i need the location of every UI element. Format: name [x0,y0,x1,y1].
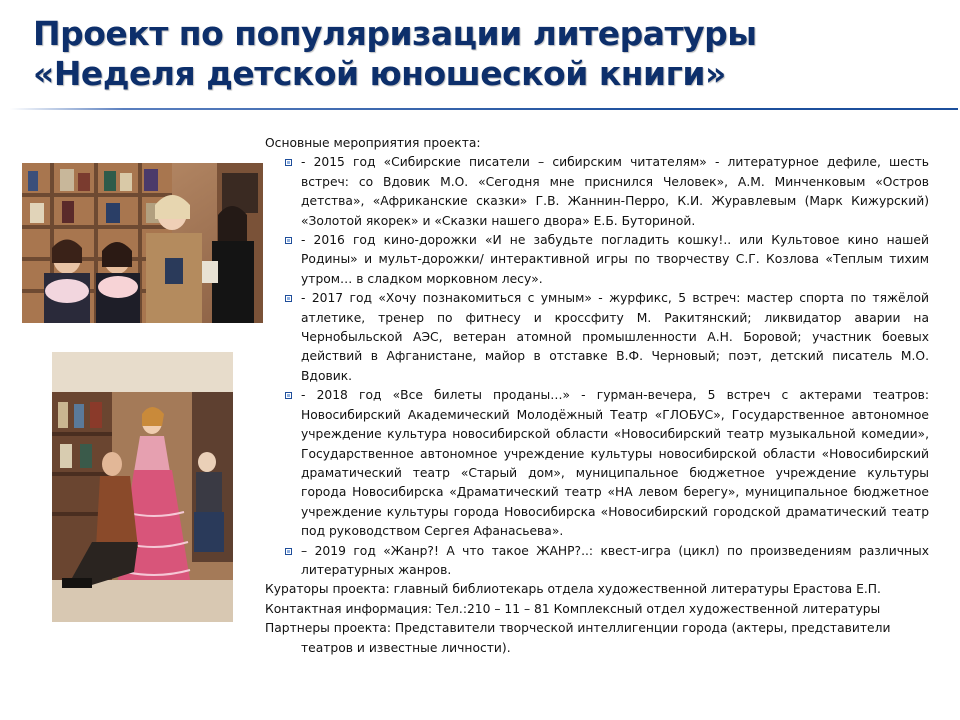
contact-label: Контактная информация: [265,601,433,616]
project-details [265,134,929,658]
event-text: - 2016 год кино-дорожки «И не забудьте погладить кошку!.. или Культовое кино нашей Родины» и мульт-дорожки/ интерактивной игры по творчеству С.Г. Козлова «Теплым тихим утром… в сладком морковном лесу». [301,233,929,286]
square-bullet-icon [285,237,292,244]
event-item-2015 [265,153,929,231]
event-item-2017 [265,289,929,386]
photo-library-group [22,163,263,323]
title-divider [10,108,958,110]
event-item-2019 [265,542,929,581]
photo-performance [52,352,233,622]
title-line-1: Проект по популяризации литературы [33,14,757,53]
photo-performance-image [52,352,233,622]
title-line-2: «Неделя детской юношеской книги» [33,54,726,93]
event-text: – 2019 год «Жанр?! А что такое ЖАНР?..: квест-игра (цикл) по произведениям различных литературных жанров. [301,543,929,577]
contact-value: Тел.:210 – 11 – 81 Комплексный отдел художественной литературы [432,601,881,616]
square-bullet-icon [285,295,292,302]
slide-title [33,14,933,94]
event-text: - 2018 год «Все билеты проданы…» - гурман-вечера, 5 встреч с актерами театров: Новосибирский Академический Молодёжный Театр «ГЛОБУС», Государственное автономное учреждение культура новосибирской области «Новосибирский театр музыкальной комедии», Государственное автономное учреждение культуры новосибирской области «Новосибирский драматический театр «Старый дом», муниципальное бюджетное учреждение культуры города Новосибирска «Драматический театр «НА левом берегу», муниципальное бюджетное учреждение культуры города Новосибирска «Новосибирский городской драматический театр под руководством Сергея Афанасьева». [301,388,929,539]
photo-library-group-image [22,163,263,323]
contact-line [265,600,929,619]
curators-label: Кураторы проекта: [265,582,390,597]
curators-value: главный библиотекарь отдела художественной литературы Ерастова Е.П. [389,582,881,597]
event-text: - 2015 год «Сибирские писатели – сибирским читателям» - литературное дефиле, шесть встреч: со Вдовик М.О. «Сегодня мне приснился Человек», А.М. Минченковым «Остров детства», «Африканские сказки» Г.В. Жаннин-Перро, К.И. Журавлевым (Марк Кижурский) «Золотой якорек» и «Сказки нашего двора» Е.Б. Буториной. [301,155,929,228]
square-bullet-icon [285,159,292,166]
event-item-2016 [265,231,929,289]
partners-value: Представители творческой интеллигенции города (актеры, представители театров и известные личности). [301,621,891,655]
square-bullet-icon [285,392,292,399]
partners-label: Партнеры проекта: [265,621,391,636]
event-item-2018 [265,386,929,541]
curators-line [265,580,929,599]
events-list [265,153,929,580]
partners-line [265,619,929,658]
event-text: - 2017 год «Хочу познакомиться с умным» - журфикс, 5 встреч: мастер спорта по тяжёлой атлетике, тренер по фитнесу и кроссфиту М. Ракитянский; ликвидатор аварии на Чернобыльской АЭС, ветеран атомной промышленности А.Н. Боровой; участник боевых действий в Афганистане, майор в отставке В.Ф. Черновый; поэт, детский писатель М.О. Вдовик. [301,291,929,383]
events-heading: Основные мероприятия проекта: [265,136,481,150]
square-bullet-icon [285,548,292,555]
